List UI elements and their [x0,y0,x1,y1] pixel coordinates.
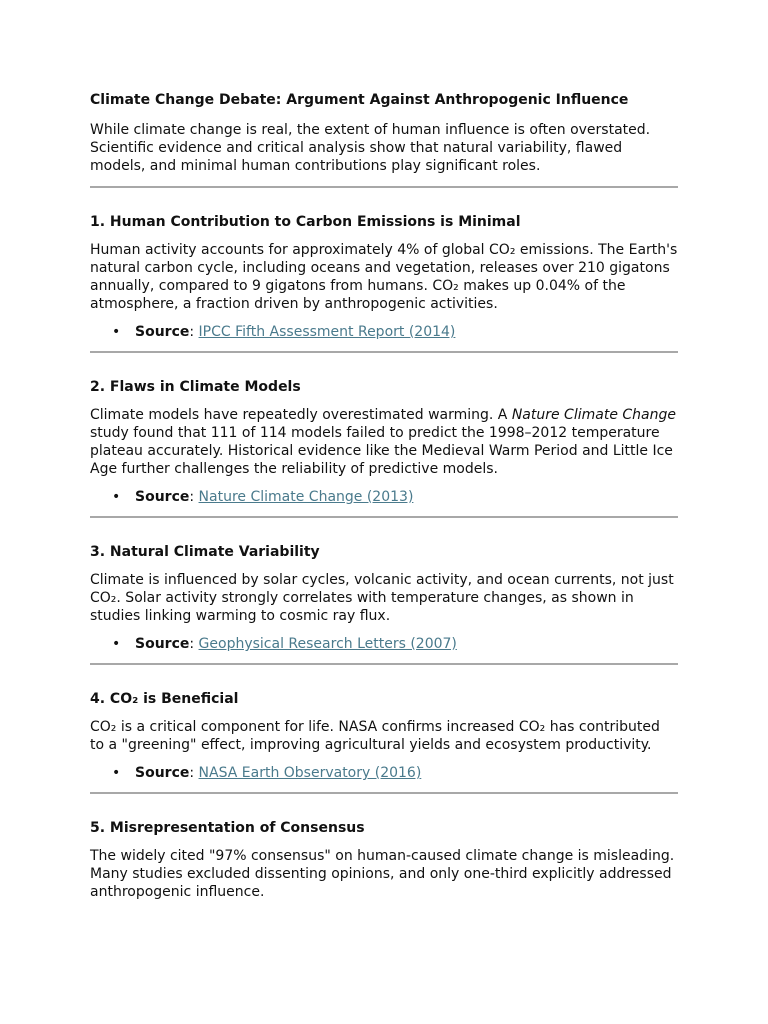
section-heading: 3. Natural Climate Variability [90,544,320,560]
source-link-nature[interactable]: Nature Climate Change (2013) [198,489,414,505]
source-item [90,488,678,506]
section-consensus [90,794,678,901]
source-list [90,635,678,653]
body-text: Climate models have repeatedly overestimated warming. A [90,407,512,423]
bullet-icon: • [112,324,121,340]
source-label: Source [135,324,190,340]
source-label: Source [135,765,190,781]
journal-name: Nature Climate Change [511,407,676,423]
intro-paragraph: While climate change is real, the extent of human influence is often overstated. Scientific evidence and critical analysis show that natural variability, flawed models, and minimal human contributions play significant roles. [90,122,651,174]
section-climate-models [90,353,678,506]
bullet-icon: • [112,765,121,781]
source-label: Source [135,489,190,505]
body-text: study found that 111 of 114 models failed to predict the 1998–2012 temperature plateau accurately. Historical evidence like the Medieval Warm Period and Little Ice Age further challenges the reliability of predictive models. [90,425,673,477]
bullet-icon: • [112,489,121,505]
section-heading: 5. Misrepresentation of Consensus [90,820,365,836]
source-separator: : [189,765,199,781]
source-link-ipcc[interactable]: IPCC Fifth Assessment Report (2014) [198,324,456,340]
section-body [90,406,678,478]
section-body: Climate is influenced by solar cycles, volcanic activity, and ocean currents, not just CO₂. Solar activity strongly correlates with temperature changes, as shown in studies linking warming to cosmic ray flux. [90,572,674,624]
source-link-nasa[interactable]: NASA Earth Observatory (2016) [198,765,422,781]
source-list [90,488,678,506]
section-body: The widely cited "97% consensus" on human-caused climate change is misleading. Many studies excluded dissenting opinions, and only one-third explicitly addressed anthropogenic influence. [90,848,675,900]
source-separator: : [189,489,199,505]
section-co2-beneficial [90,665,678,782]
source-label: Source [135,636,190,652]
document-title: Climate Change Debate: Argument Against Anthropogenic Influence [90,92,629,108]
document-page [90,0,678,901]
section-body: CO₂ is a critical component for life. NASA confirms increased CO₂ has contributed to a "greening" effect, improving agricultural yields and ecosystem productivity. [90,719,660,753]
section-natural-variability [90,518,678,653]
source-link-grl[interactable]: Geophysical Research Letters (2007) [198,636,457,652]
source-list [90,764,678,782]
source-separator: : [189,636,199,652]
source-separator: : [189,324,199,340]
source-item [90,764,678,782]
bullet-icon: • [112,636,121,652]
section-human-contribution [90,188,678,341]
section-body: Human activity accounts for approximately 4% of global CO₂ emissions. The Earth's natural carbon cycle, including oceans and vegetation, releases over 210 gigatons annually, compared to 9 gigatons from humans. CO₂ makes up 0.04% of the atmosphere, a fraction driven by anthropogenic activities. [90,242,678,312]
source-item [90,635,678,653]
source-item [90,323,678,341]
section-heading: 1. Human Contribution to Carbon Emissions is Minimal [90,214,521,230]
section-heading: 4. CO₂ is Beneficial [90,691,239,707]
source-list [90,323,678,341]
section-heading: 2. Flaws in Climate Models [90,379,301,395]
